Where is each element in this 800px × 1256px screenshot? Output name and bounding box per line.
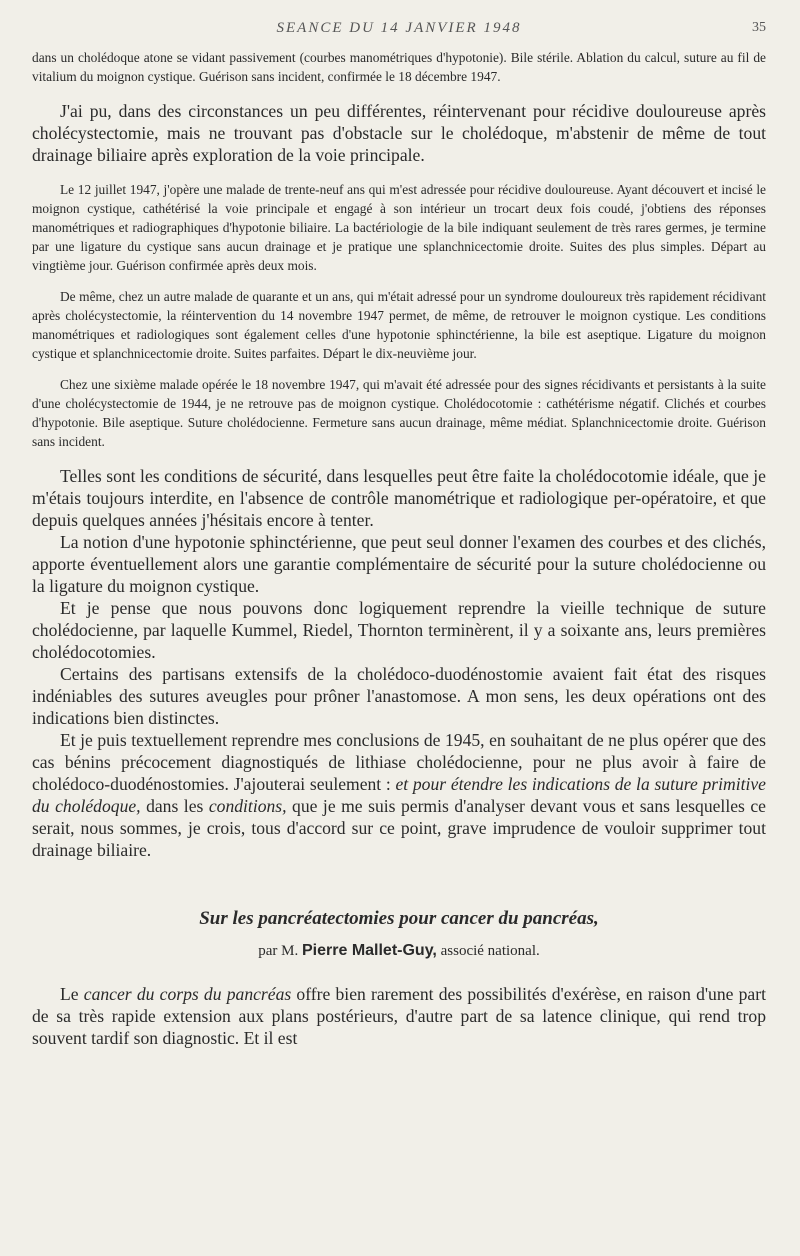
section-title: Sur les pancréatectomies pour cancer du pancréas, xyxy=(199,908,599,929)
paragraph-case-july: Le 12 juillet 1947, j'opère une malade de trente-neuf ans qui m'est adressée pour récidive douloureuse. Ayant découvert et incisé le moignon cystique, cathétérisé la voie principale et engagé à son intérieur un trocart deux fois coudé, j'obtiens des réponses manométriques et radiographiques d'hypotonie biliaire. La bactériologie de la bile indiquant seulement de très rares germes, je termine par une ligature du cystique sans aucun drainage et je pratique une splanchnicectomie droite. Suites des plus simples. Départ au vingtième jour. Guérison confirmée après deux mois. xyxy=(32,182,766,273)
cancer-italic-b: cancer du corps du pancréas xyxy=(83,984,292,1004)
conclusions-text-c: dans les xyxy=(140,796,209,816)
page-number: 35 xyxy=(752,20,766,35)
byline-prefix: par M. xyxy=(258,943,302,959)
paragraph-security: Telles sont les conditions de sécurité, dans lesquelles peut être faite la cholédocotomie idéale, que je m'étais toujours interdite, en l'absence de contrôle manométrique et radiologique per-opératoire, et que depuis quelques années j'hésitais encore à tenter. xyxy=(32,466,766,530)
author-name: Pierre Mallet-Guy, xyxy=(302,942,437,959)
paragraph-cancer xyxy=(32,983,766,1049)
byline-suffix: associé national. xyxy=(436,943,540,959)
cancer-text-c: offre bien rarement des possibilités d'exérèse, en raison d'une part de sa très rapide extension aux plans postérieurs, d'autre part de sa latence clinique, qui rend trop souvent tardif son diagnostic. Et il est xyxy=(32,984,766,1048)
paragraph-technique: Et je pense que nous pouvons donc logiquement reprendre la vieille technique de suture cholédocienne, par laquelle Kummel, Riedel, Thornton terminèrent, il y a soixante ans, leurs premières cholédocotomies. xyxy=(32,598,766,662)
byline xyxy=(32,941,766,961)
paragraph-case-end: dans un cholédoque atone se vidant passivement (courbes manométriques d'hypotonie). Bile stérile. Ablation du calcul, suture au fil de vitalium du moignon cystique. Guérison sans incident, confirmée le 18 décembre 1947. xyxy=(32,50,766,84)
paragraph-case-november: De même, chez un autre malade de quarante et un ans, qui m'était adressé pour un syndrome douloureux très rapidement récidivant après cholécystectomie, la réintervention du 14 novembre 1947 permet, de même, de retrouver le moignon cystique. Les conditions manométriques et radiologiques sont également celles d'une hypotonie sphinctérienne, la bile est aseptique. Ligature du moignon cystique et splanchnicectomie droite. Suites parfaites. Départ le dix-neuvième jour. xyxy=(32,289,766,361)
running-title: SEANCE DU 14 JANVIER 1948 xyxy=(276,20,522,36)
paragraph-intro: J'ai pu, dans des circonstances un peu différentes, réintervenant pour récidive douloureuse après cholécystectomie, mais ne trouvant pas d'obstacle sur le cholédoque, m'abstenir de même de tout drainage biliaire après exploration de la voie principale. xyxy=(32,101,766,165)
paragraph-hypotonie: La notion d'une hypotonie sphinctérienne, que peut seul donner l'examen des courbes et des clichés, apporte éventuellement alors une garantie complémentaire de sécurité pour la suture cholédocienne ou la ligature du moignon cystique. xyxy=(32,532,766,596)
cancer-text-a: Le xyxy=(60,984,84,1004)
conclusions-italic-d: conditions, xyxy=(208,796,287,816)
running-header xyxy=(32,20,766,48)
conclusions-italic-b: et pour étendre les indications de la suture primitive du cholédoque, xyxy=(32,774,766,816)
paragraph-partisans: Certains des partisans extensifs de la cholédoco-duodénostomie avaient fait état des risques indéniables des sutures aveugles pour prôner l'anastomose. A mon sens, les deux opérations ont des indications bien distinctes. xyxy=(32,664,766,728)
paragraph-conclusions xyxy=(32,729,766,861)
conclusions-text-a: Et je puis textuellement reprendre mes conclusions de 1945, en souhaitant de ne plus opérer que des cas bénins précocement diagnostiqués de lithiase cholédocienne, pour ne plus avoir à faire de cholédoco-duodénostomies. J'ajouterai seulement : xyxy=(32,730,766,794)
conclusions-text-e: que je me suis permis d'analyser devant vous et sans lesquelles ce serait, nous sommes, je crois, tous d'accord sur ce point, grave imprudence de vouloir supprimer tout drainage biliaire. xyxy=(32,796,766,860)
paragraph-case-sixth: Chez une sixième malade opérée le 18 novembre 1947, qui m'avait été adressée pour des signes récidivants et persistants à la suite d'une cholécystectomie de 1944, je ne retrouve pas de moignon cystique. Cholédocotomie : cathétérisme négatif. Clichés et courbes d'hypotonie. Bile aseptique. Suture cholédocienne. Fermeture sans aucun drainage, même médiat. Splanchnicectomie droite. Guérison sans incident. xyxy=(32,377,766,449)
